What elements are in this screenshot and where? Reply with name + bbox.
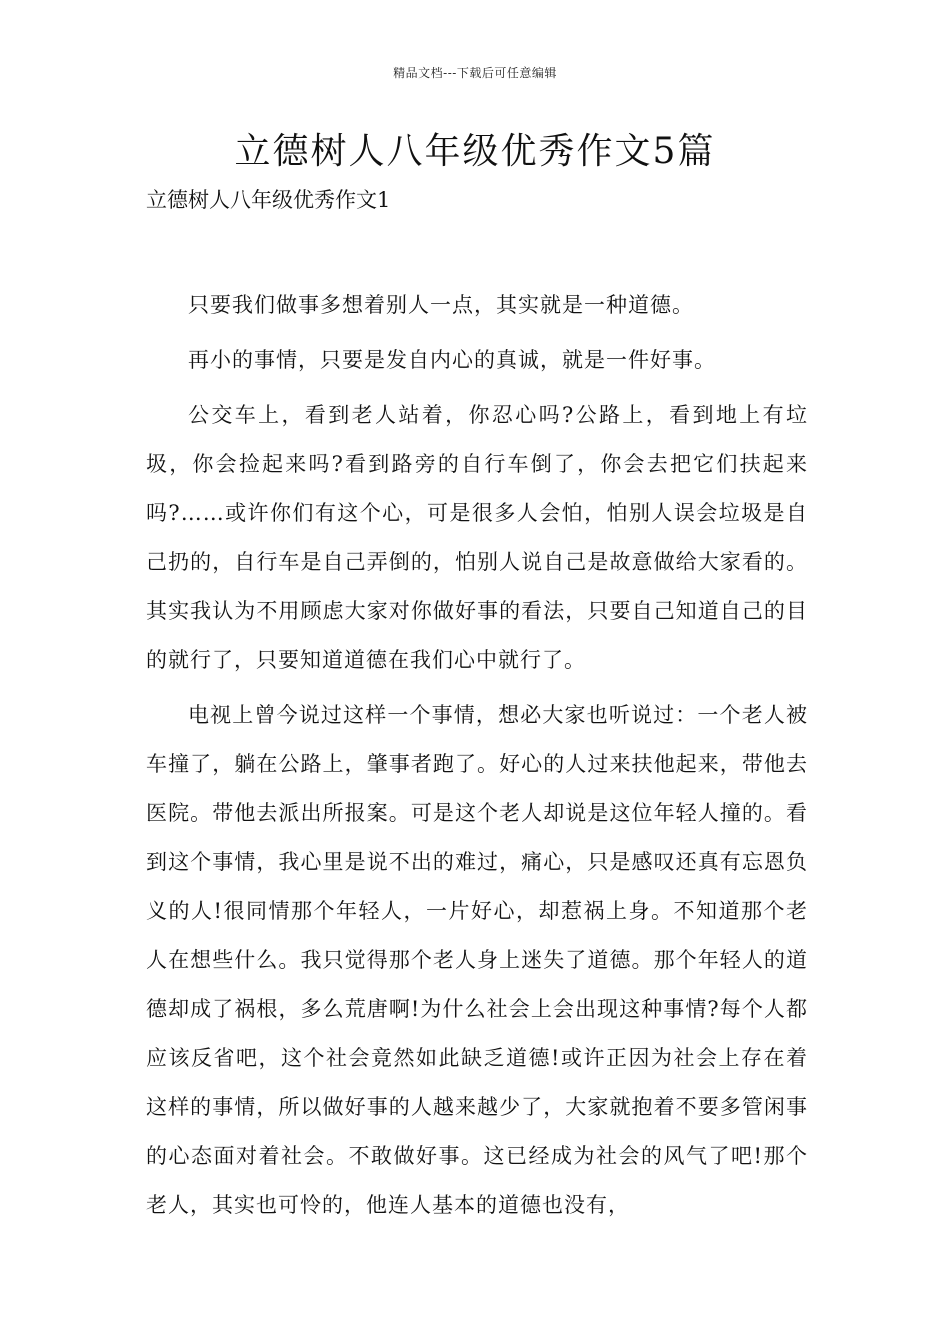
- paragraph: 电视上曾今说过这样一个事情，想必大家也听说过：一个老人被车撞了，躺在公路上，肇事者跑了。好心的人过来扶他起来，带他去医院。带他去派出所报案。可是这个老人却说是这位年轻人撞的。看到这个事情，我心里是说不出的难过，痛心，只是感叹还真有忘恩负义的人!很同情那个年轻人，一片好心，却惹祸上身。不知道那个老人在想些什么。我只觉得那个老人身上迷失了道德。那个年轻人的道德却成了祸根，多么荒唐啊!为什么社会上会出现这种事情?每个人都应该反省吧，这个社会竟然如此缺乏道德!或许正因为社会上存在着这样的事情，所以做好事的人越来越少了，大家就抱着不要多管闲事的心态面对着社会。不敢做好事。这已经成为社会的风气了吧!那个老人，其实也可怜的，他连人基本的道德也没有，: [146, 703, 808, 1217]
- document-title: 立德树人八年级优秀作文5篇: [234, 131, 716, 172]
- paragraph: 公交车上，看到老人站着，你忍心吗?公路上，看到地上有垃圾，你会捡起来吗?看到路旁的自行车倒了，你会去把它们扶起来吗?……或许你们有这个心，可是很多人会怕，怕别人误会垃圾是自己扔的，自行车是自己弄倒的，怕别人说自己是故意做给大家看的。其实我认为不用顾虑大家对你做好事的看法，只要自己知道自己的目的就行了，只要知道道德在我们心中就行了。: [146, 403, 808, 672]
- page-header-note: 精品文档---下载后可任意编辑: [393, 66, 557, 80]
- essay-subtitle: 立德树人八年级优秀作文1: [146, 188, 391, 212]
- paragraph: 再小的事情，只要是发自内心的真诚，就是一件好事。: [188, 348, 716, 372]
- essay-body: [146, 281, 808, 1236]
- paragraph: 只要我们做事多想着别人一点，其实就是一种道德。: [188, 293, 694, 317]
